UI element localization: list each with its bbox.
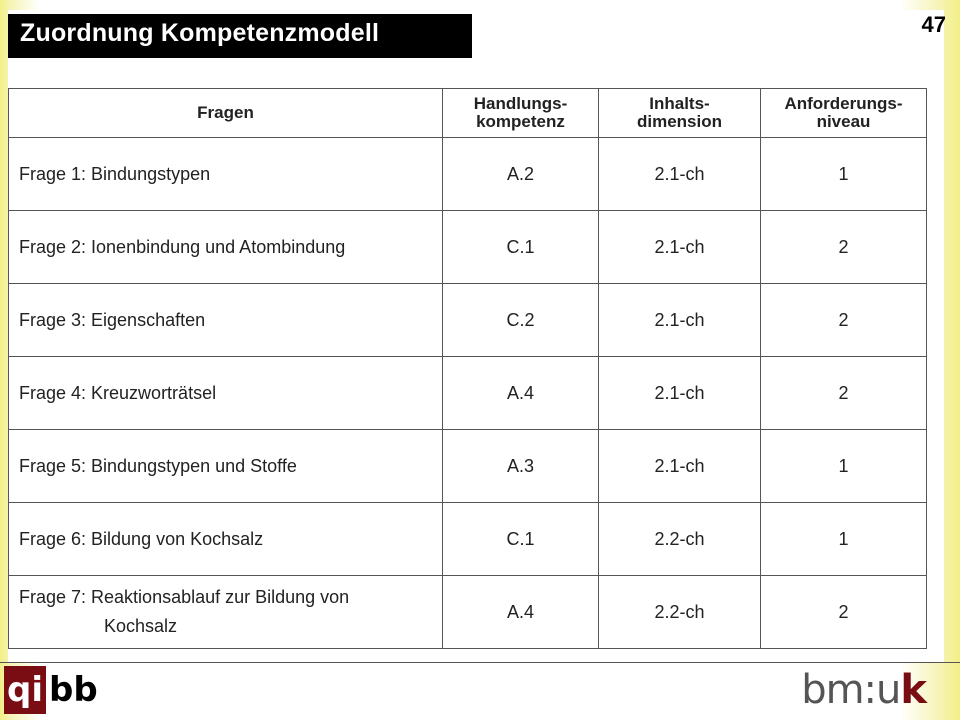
cell-handlungskompetenz: C.1: [443, 503, 599, 576]
cell-handlungskompetenz: C.1: [443, 211, 599, 284]
table-row: [9, 211, 927, 284]
header-anforderungsniveau: [761, 89, 927, 138]
cell-frage-line2: Kochsalz: [104, 616, 178, 636]
cell-inhaltsdimension: 2.1-ch: [599, 357, 761, 430]
table-header-row: [9, 89, 927, 138]
qibb-logo-part-b: bb: [49, 670, 98, 710]
header-line: Anforderungs-: [784, 94, 903, 113]
bmuk-logo: [801, 664, 926, 716]
header-line: niveau: [816, 112, 871, 131]
cell-frage: Frage 5: Bindungstypen und Stoffe: [9, 430, 443, 503]
header-line: dimension: [636, 112, 722, 131]
cell-inhaltsdimension: 2.2-ch: [599, 576, 761, 649]
table-row: [9, 576, 927, 649]
cell-inhaltsdimension: 2.1-ch: [599, 284, 761, 357]
qibb-logo-part-a: qi: [4, 666, 46, 714]
cell-frage: Frage 6: Bildung von Kochsalz: [9, 503, 443, 576]
cell-frage: Frage 2: Ionenbindung und Atombindung: [9, 211, 443, 284]
cell-handlungskompetenz: A.2: [443, 138, 599, 211]
cell-anforderungsniveau: 2: [761, 284, 927, 357]
slide-title: Zuordnung Kompetenzmodell: [20, 19, 380, 47]
cell-anforderungsniveau: 1: [761, 430, 927, 503]
cell-inhaltsdimension: 2.1-ch: [599, 211, 761, 284]
table-row: [9, 357, 927, 430]
cell-frage: Frage 4: Kreuzworträtsel: [9, 357, 443, 430]
header-line: Inhalts-: [649, 94, 710, 113]
cell-anforderungsniveau: 1: [761, 138, 927, 211]
cell-inhaltsdimension: 2.1-ch: [599, 138, 761, 211]
footer-divider: [0, 662, 960, 663]
bmuk-logo-part-a: bm:u: [801, 667, 901, 713]
cell-handlungskompetenz: A.4: [443, 576, 599, 649]
cell-frage-line1: Frage 7: Reaktionsablauf zur Bildung von: [19, 587, 350, 607]
cell-handlungskompetenz: A.4: [443, 357, 599, 430]
table-row: [9, 138, 927, 211]
table-row: [9, 284, 927, 357]
header-line: kompetenz: [476, 112, 565, 131]
competence-table: [8, 88, 927, 649]
page-number: 47: [921, 12, 946, 37]
header-fragen: Fragen: [9, 89, 443, 138]
cell-frage: Frage 1: Bindungstypen: [9, 138, 443, 211]
table-row: [9, 503, 927, 576]
cell-frage: Frage 3: Eigenschaften: [9, 284, 443, 357]
qibb-logo: [4, 666, 101, 714]
bmuk-logo-part-b: k: [900, 667, 926, 713]
cell-inhaltsdimension: 2.2-ch: [599, 503, 761, 576]
header-handlungskompetenz: [443, 89, 599, 138]
header-line: Handlungs-: [473, 94, 568, 113]
cell-handlungskompetenz: C.2: [443, 284, 599, 357]
cell-frage: [9, 576, 443, 649]
cell-anforderungsniveau: 2: [761, 211, 927, 284]
cell-handlungskompetenz: A.3: [443, 430, 599, 503]
cell-anforderungsniveau: 2: [761, 357, 927, 430]
table-row: [9, 430, 927, 503]
cell-anforderungsniveau: 1: [761, 503, 927, 576]
header-inhaltsdimension: [599, 89, 761, 138]
cell-anforderungsniveau: 2: [761, 576, 927, 649]
cell-inhaltsdimension: 2.1-ch: [599, 430, 761, 503]
